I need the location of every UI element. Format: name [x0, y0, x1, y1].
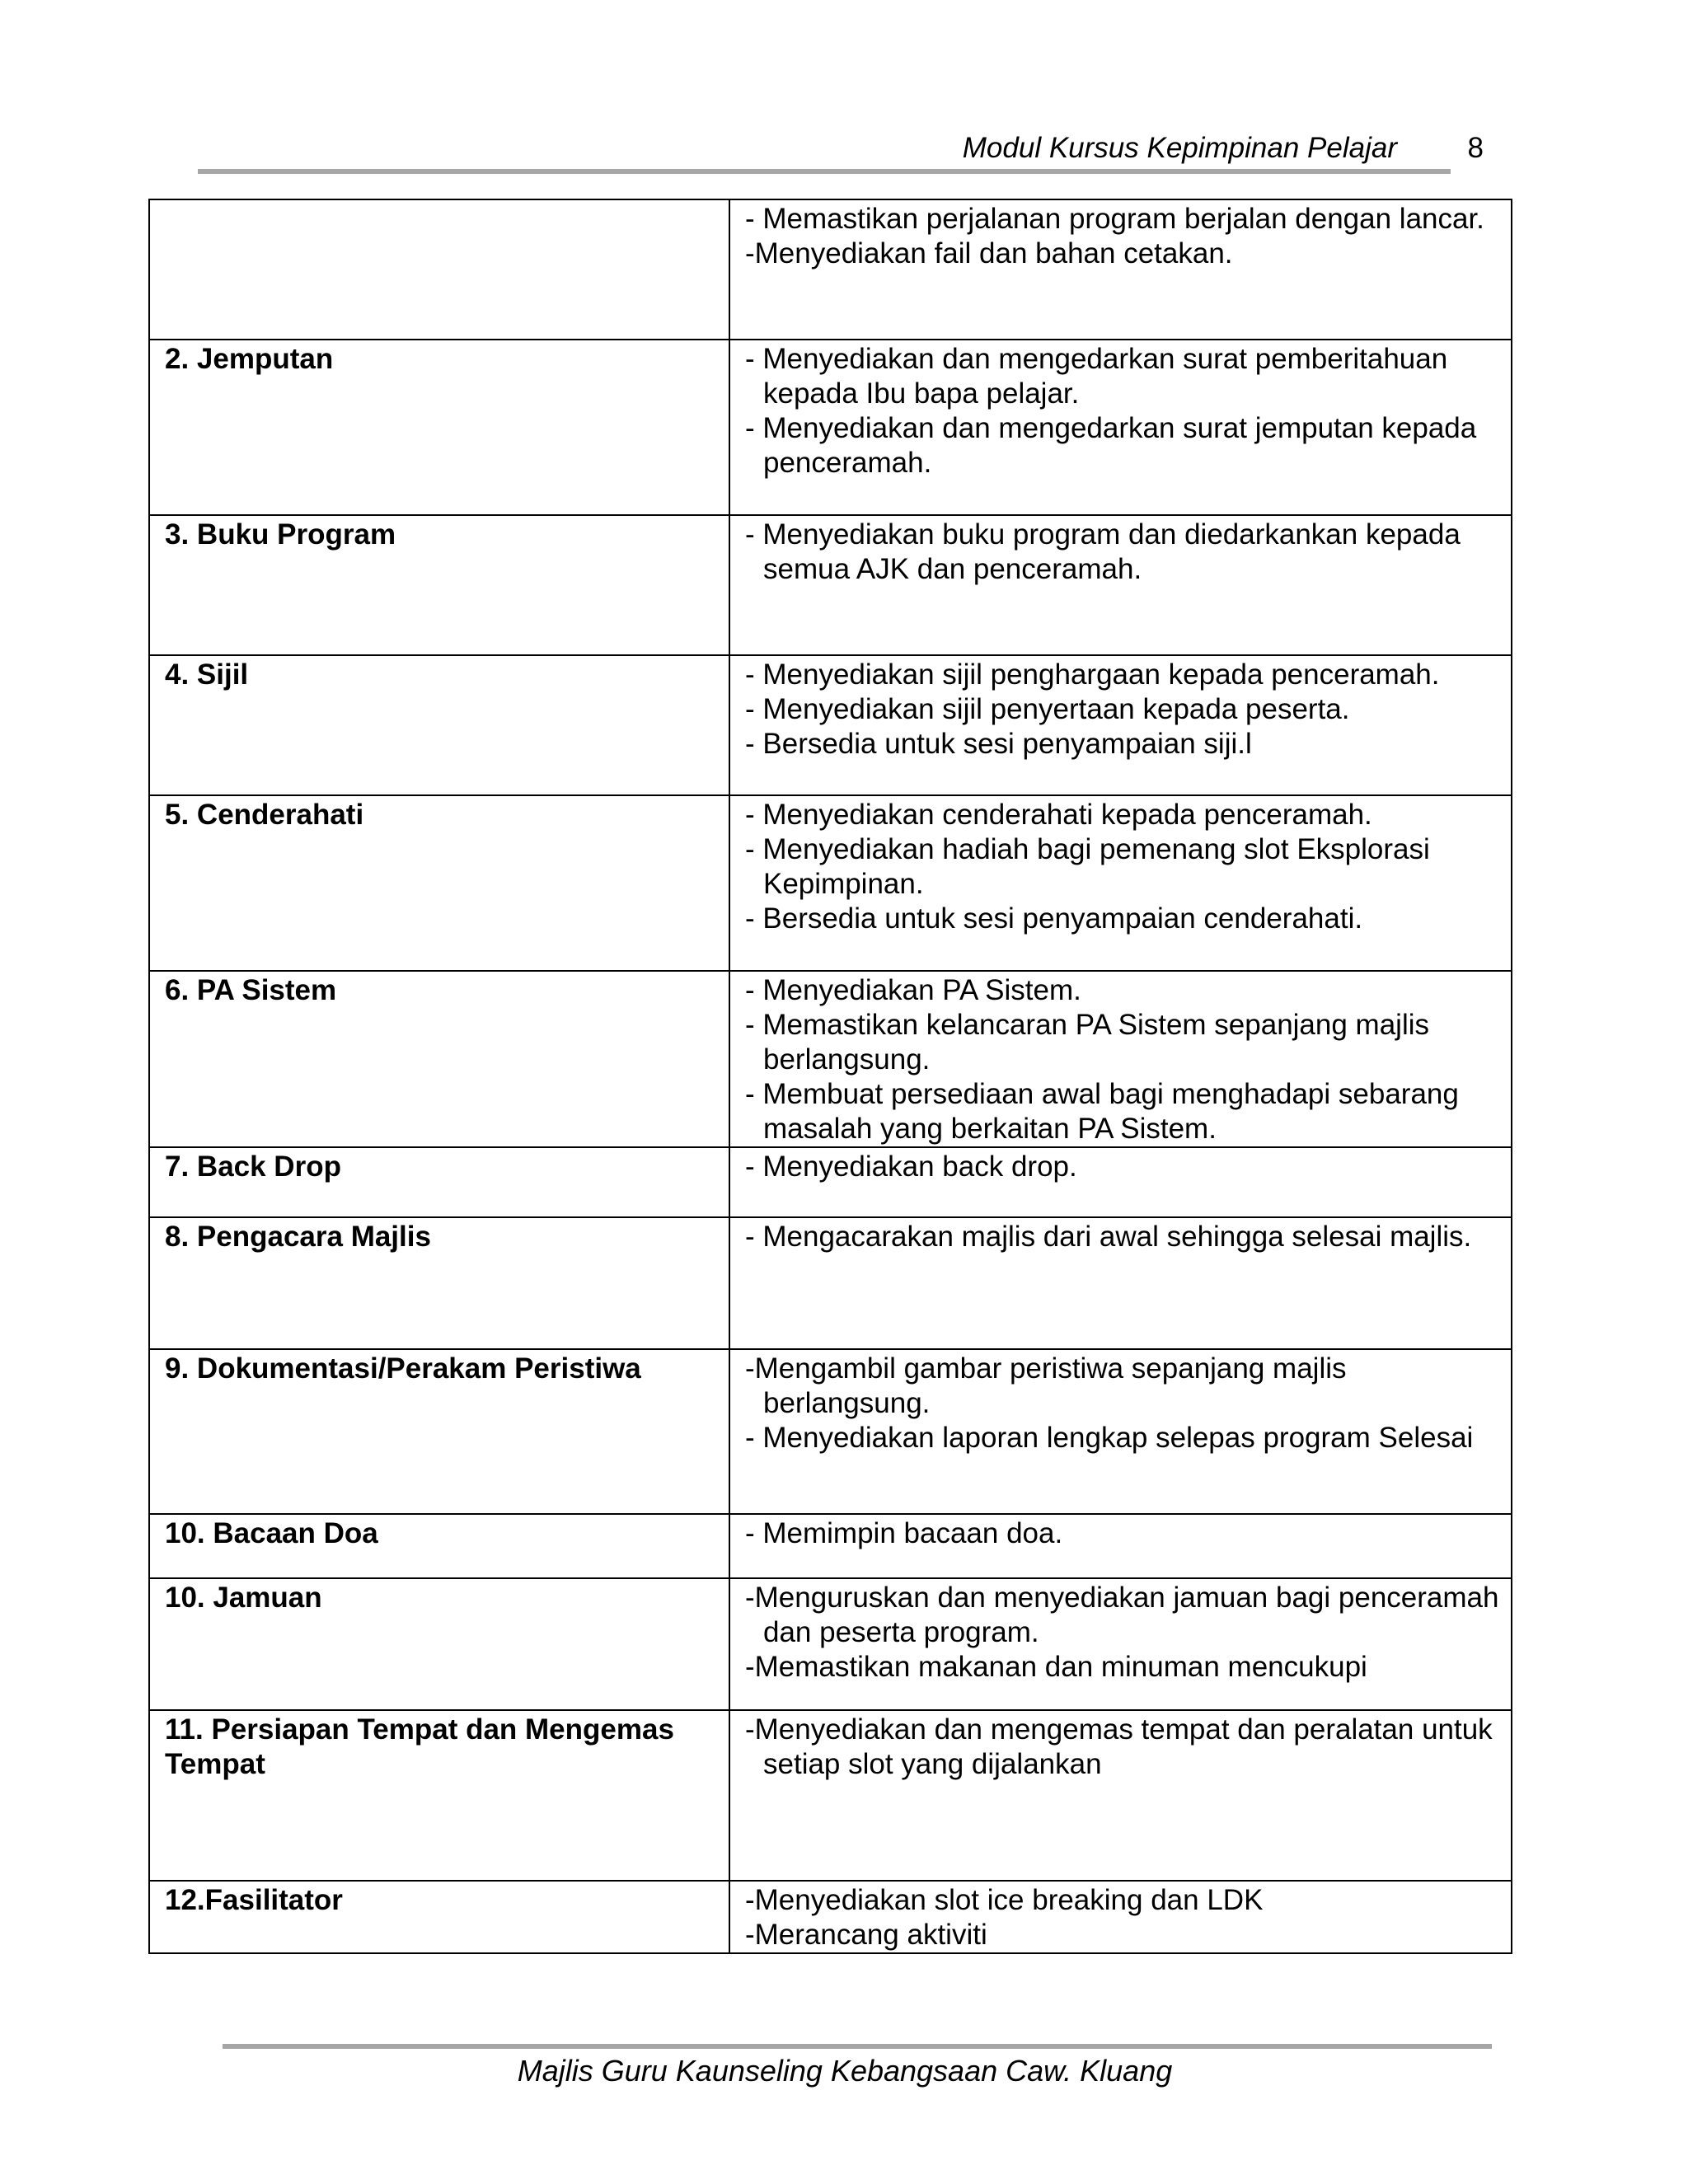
table-row — [149, 1710, 1512, 1881]
task-item: - Menyediakan laporan lengkap selepas program Selesai — [745, 1422, 1474, 1454]
task-item: - Memastikan kelancaran PA Sistem sepanjang majlis berlangsung. — [745, 1009, 1430, 1076]
table-row — [149, 1514, 1512, 1578]
tasks-cell — [729, 1217, 1512, 1349]
role-cell: 3. Buku Program — [149, 515, 729, 655]
task-item: - Menyediakan back drop. — [745, 1151, 1077, 1183]
header-divider — [198, 169, 1451, 174]
table-row — [149, 1217, 1512, 1349]
document-title: Modul Kursus Kepimpinan Pelajar — [962, 132, 1397, 164]
task-item: - Menyediakan cenderahati kepada penceramah. — [745, 799, 1372, 831]
task-item: - Menyediakan dan mengedarkan surat pemberitahuan kepada Ibu bapa pelajar. — [745, 343, 1448, 410]
page-footer: Majlis Guru Kaunseling Kebangsaan Caw. Kluang — [517, 2054, 1173, 2088]
task-item: - Membuat persediaan awal bagi menghadapi sebarang masalah yang berkaitan PA Sistem. — [745, 1078, 1459, 1145]
role-cell: 6. PA Sistem — [149, 971, 729, 1147]
task-item: - Bersedia untuk sesi penyampaian siji.l — [745, 728, 1252, 760]
role-cell: 2. Jemputan — [149, 340, 729, 515]
table-row — [149, 199, 1512, 340]
task-item: - Memastikan perjalanan program berjalan dengan lancar. — [745, 203, 1484, 235]
table-row — [149, 1349, 1512, 1514]
task-item: - Bersedia untuk sesi penyampaian cenderahati. — [745, 902, 1363, 935]
tasks-cell — [729, 971, 1512, 1147]
table-row — [149, 1147, 1512, 1217]
role-cell: 5. Cenderahati — [149, 795, 729, 971]
task-item: - Menyediakan PA Sistem. — [745, 974, 1081, 1006]
tasks-cell — [729, 1147, 1512, 1217]
table-row — [149, 795, 1512, 971]
table-row — [149, 340, 1512, 515]
page-number: 8 — [1467, 132, 1484, 164]
role-cell: 10. Bacaan Doa — [149, 1514, 729, 1578]
tasks-cell — [729, 1514, 1512, 1578]
page-header — [198, 132, 1484, 173]
duties-table — [148, 199, 1512, 1954]
tasks-cell — [729, 199, 1512, 340]
task-item: - Menyediakan buku program dan diedarkankan kepada semua AJK dan penceramah. — [745, 518, 1461, 585]
tasks-cell — [729, 1349, 1512, 1514]
tasks-cell — [729, 515, 1512, 655]
table-row — [149, 1881, 1512, 1953]
task-item: -Menyediakan slot ice breaking dan LDK — [745, 1884, 1264, 1916]
table-row — [149, 971, 1512, 1147]
table-row — [149, 655, 1512, 795]
task-item: - Menyediakan sijil penyertaan kepada peserta. — [745, 693, 1350, 725]
task-item: -Menyediakan dan mengemas tempat dan peralatan untuk setiap slot yang dijalankan — [745, 1713, 1493, 1780]
role-cell: 10. Jamuan — [149, 1578, 729, 1710]
tasks-cell — [729, 795, 1512, 971]
role-cell: 7. Back Drop — [149, 1147, 729, 1217]
task-item: - Mengacarakan majlis dari awal sehingga selesai majlis. — [745, 1221, 1472, 1253]
table-row — [149, 1578, 1512, 1710]
tasks-cell — [729, 1578, 1512, 1710]
table-row — [149, 515, 1512, 655]
role-cell: 12.Fasilitator — [149, 1881, 729, 1953]
task-item: -Menyediakan fail dan bahan cetakan. — [745, 237, 1233, 269]
task-item: - Memimpin bacaan doa. — [745, 1517, 1063, 1549]
role-cell: 4. Sijil — [149, 655, 729, 795]
task-item: -Menguruskan dan menyediakan jamuan bagi penceramah dan peserta program. — [745, 1582, 1499, 1648]
tasks-cell — [729, 1881, 1512, 1953]
task-item: -Mengambil gambar peristiwa sepanjang majlis berlangsung. — [745, 1352, 1347, 1419]
role-cell: 11. Persiapan Tempat dan Mengemas Tempat — [149, 1710, 729, 1881]
role-cell: 9. Dokumentasi/Perakam Peristiwa — [149, 1349, 729, 1514]
tasks-cell — [729, 340, 1512, 515]
role-cell: 8. Pengacara Majlis — [149, 1217, 729, 1349]
task-item: - Menyediakan hadiah bagi pemenang slot Eksplorasi Kepimpinan. — [745, 833, 1430, 900]
task-item: -Merancang aktiviti — [745, 1919, 987, 1951]
role-cell — [149, 199, 729, 340]
tasks-cell — [729, 655, 1512, 795]
task-item: - Menyediakan dan mengedarkan surat jemputan kepada penceramah. — [745, 412, 1477, 479]
task-item: -Memastikan makanan dan minuman mencukupi — [745, 1651, 1367, 1683]
task-item: - Menyediakan sijil penghargaan kepada penceramah. — [745, 658, 1440, 691]
tasks-cell — [729, 1710, 1512, 1881]
footer-divider — [223, 2044, 1492, 2049]
